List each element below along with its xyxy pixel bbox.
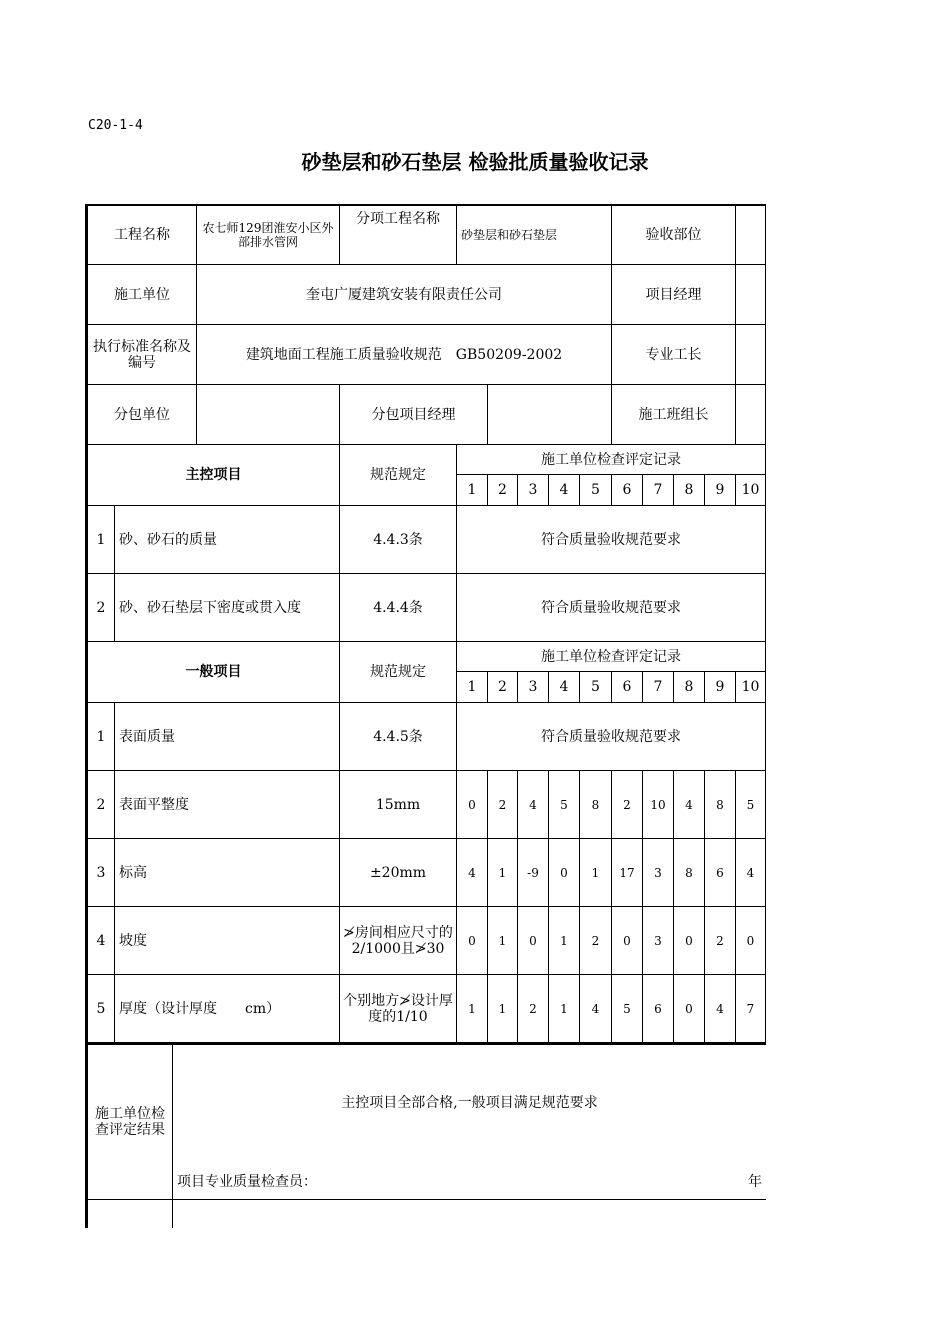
general-col-5: 5	[580, 672, 612, 703]
inspector-label: 项目专业质量检查员：	[177, 1174, 317, 1190]
main-row-2-no: 2	[88, 574, 115, 642]
general-row-2-value-9: 8	[705, 771, 736, 839]
general-row-4-spec: ≯房间相应尺寸的2/1000且≯30	[340, 907, 457, 975]
subcontract-unit-value[interactable]	[197, 385, 340, 445]
general-col-1: 1	[457, 672, 488, 703]
main-row-1-no: 1	[88, 506, 115, 574]
construction-unit-label: 施工单位	[88, 265, 197, 325]
general-row-4-value-6: 0	[612, 907, 643, 975]
general-row-2-value-5: 8	[580, 771, 612, 839]
general-row-2-value-4: 5	[549, 771, 580, 839]
general-row-3-value-3: -9	[518, 839, 549, 907]
general-row-5-value-3: 2	[518, 975, 549, 1043]
sub-project-label: 分项工程名称	[340, 205, 457, 265]
general-row-5-value-6: 5	[612, 975, 643, 1043]
page-title: 砂垫层和砂石垫层 检验批质量验收记录	[301, 150, 649, 174]
general-row-2-value-7: 10	[643, 771, 674, 839]
subcontract-unit-label: 分包单位	[88, 385, 197, 445]
general-row-5-spec: 个别地方≯设计厚度的1/10	[340, 975, 457, 1043]
general-row-3-value-5: 1	[580, 839, 612, 907]
general-row-5-value-4: 1	[549, 975, 580, 1043]
project-manager-label: 项目经理	[612, 265, 736, 325]
general-row-1-no: 1	[88, 703, 115, 771]
general-row-5-value-1: 1	[457, 975, 488, 1043]
team-leader-label: 施工班组长	[612, 385, 736, 445]
sub-project-value: 砂垫层和砂石垫层	[457, 205, 612, 265]
foreman-value[interactable]	[736, 325, 766, 385]
main-control-section-label: 主控项目	[88, 445, 340, 506]
main-col-9: 9	[705, 475, 736, 506]
main-col-8: 8	[674, 475, 705, 506]
general-row-4-item: 坡度	[115, 907, 340, 975]
general-row-1-result: 符合质量验收规范要求	[457, 703, 766, 771]
general-col-6: 6	[612, 672, 643, 703]
general-row-5-value-9: 4	[705, 975, 736, 1043]
general-row-3-spec: ±20mm	[340, 839, 457, 907]
main-control-spec-label: 规范规定	[340, 445, 457, 506]
general-row-2-value-2: 2	[488, 771, 518, 839]
construction-unit-value: 奎屯广厦建筑安装有限责任公司	[197, 265, 612, 325]
subcontract-manager-value[interactable]	[488, 385, 612, 445]
main-row-2-result: 符合质量验收规范要求	[457, 574, 766, 642]
main-col-10: 10	[736, 475, 766, 506]
general-row-4-value-2: 1	[488, 907, 518, 975]
general-row-3-value-10: 4	[736, 839, 766, 907]
general-row-1-item: 表面质量	[115, 703, 340, 771]
general-row-4-value-5: 2	[580, 907, 612, 975]
team-leader-value[interactable]	[736, 385, 766, 445]
main-col-1: 1	[457, 475, 488, 506]
general-row-5-item: 厚度（设计厚度 cm）	[115, 975, 340, 1043]
date-label: 年	[748, 1174, 762, 1190]
general-row-1-spec: 4.4.5条	[340, 703, 457, 771]
standard-value: 建筑地面工程施工质量验收规范 GB50209-2002	[197, 325, 612, 385]
general-col-3: 3	[518, 672, 549, 703]
general-row-2-value-10: 5	[736, 771, 766, 839]
general-row-2-item: 表面平整度	[115, 771, 340, 839]
general-row-4-value-4: 1	[549, 907, 580, 975]
general-row-5-value-5: 4	[580, 975, 612, 1043]
general-row-3-value-9: 6	[705, 839, 736, 907]
general-row-4-value-8: 0	[674, 907, 705, 975]
general-row-4-value-10: 0	[736, 907, 766, 975]
main-col-2: 2	[488, 475, 518, 506]
general-record-label: 施工单位检查评定记录	[457, 642, 766, 672]
subcontract-manager-label: 分包项目经理	[340, 385, 488, 445]
form-code: C20-1-4	[88, 118, 143, 133]
main-row-1-result: 符合质量验收规范要求	[457, 506, 766, 574]
general-row-2-spec: 15mm	[340, 771, 457, 839]
general-col-10: 10	[736, 672, 766, 703]
main-col-5: 5	[580, 475, 612, 506]
general-row-4-value-3: 0	[518, 907, 549, 975]
main-row-1-item: 砂、砂石的质量	[115, 506, 340, 574]
general-col-4: 4	[549, 672, 580, 703]
general-row-2-value-1: 0	[457, 771, 488, 839]
foreman-label: 专业工长	[612, 325, 736, 385]
general-row-3-item: 标高	[115, 839, 340, 907]
general-row-2-value-8: 4	[674, 771, 705, 839]
general-col-9: 9	[705, 672, 736, 703]
general-row-3-value-7: 3	[643, 839, 674, 907]
general-row-2-no: 2	[88, 771, 115, 839]
result-bottom-border	[173, 1199, 766, 1200]
general-row-5-value-10: 7	[736, 975, 766, 1043]
accept-part-value[interactable]	[736, 205, 766, 265]
general-row-5-value-7: 6	[643, 975, 674, 1043]
main-col-4: 4	[549, 475, 580, 506]
general-col-8: 8	[674, 672, 705, 703]
general-row-4-value-9: 2	[705, 907, 736, 975]
general-row-4-value-1: 0	[457, 907, 488, 975]
main-row-2-spec: 4.4.4条	[340, 574, 457, 642]
general-row-3-value-1: 4	[457, 839, 488, 907]
general-row-5-value-8: 0	[674, 975, 705, 1043]
result-text: 主控项目全部合格,一般项目满足规范要求	[341, 1095, 598, 1111]
general-row-5-no: 5	[88, 975, 115, 1043]
project-name-label: 工程名称	[88, 205, 197, 265]
result-top-border	[85, 1043, 766, 1045]
general-row-5-value-2: 1	[488, 975, 518, 1043]
main-col-7: 7	[643, 475, 674, 506]
general-col-7: 7	[643, 672, 674, 703]
project-name-value: 农七师129团淮安小区外部排水管网	[197, 205, 340, 265]
general-row-3-no: 3	[88, 839, 115, 907]
standard-label: 执行标准名称及编号	[88, 325, 197, 385]
main-col-3: 3	[518, 475, 549, 506]
accept-part-label: 验收部位	[612, 205, 736, 265]
result-label: 施工单位检查评定结果	[88, 1045, 173, 1200]
main-col-6: 6	[612, 475, 643, 506]
main-row-2-item: 砂、砂石垫层下密度或贯入度	[115, 574, 340, 642]
main-control-record-label: 施工单位检查评定记录	[457, 445, 766, 475]
general-row-4-value-7: 3	[643, 907, 674, 975]
result-divider	[172, 1045, 173, 1228]
general-section-label: 一般项目	[88, 642, 340, 703]
general-row-3-value-8: 8	[674, 839, 705, 907]
main-row-1-spec: 4.4.3条	[340, 506, 457, 574]
project-manager-value[interactable]	[736, 265, 766, 325]
general-row-4-no: 4	[88, 907, 115, 975]
general-spec-label: 规范规定	[340, 642, 457, 703]
general-row-2-value-6: 2	[612, 771, 643, 839]
general-row-3-value-2: 1	[488, 839, 518, 907]
general-row-3-value-4: 0	[549, 839, 580, 907]
general-row-2-value-3: 4	[518, 771, 549, 839]
general-row-3-value-6: 17	[612, 839, 643, 907]
general-col-2: 2	[488, 672, 518, 703]
